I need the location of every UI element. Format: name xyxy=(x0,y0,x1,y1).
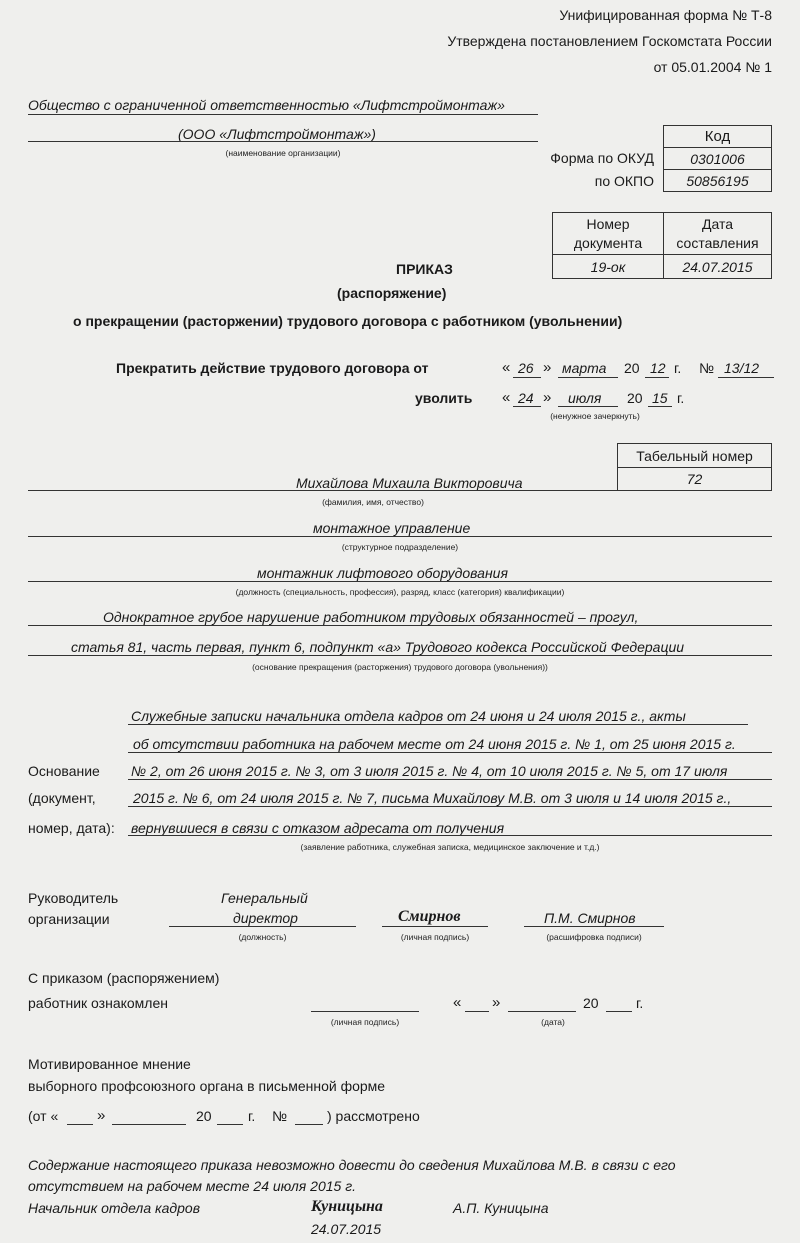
reason-line1-rule xyxy=(28,625,772,626)
head-position-1: Генеральный xyxy=(221,890,308,906)
note-signature: Куницына xyxy=(311,1198,383,1215)
acquainted-year-unit: г. xyxy=(636,995,644,1011)
note-position: Начальник отдела кадров xyxy=(28,1200,201,1216)
position-caption: (должность (специальность, профессия), разряд, класс (категория) квалификации) xyxy=(235,587,565,597)
doc-number-header-line1: Номер xyxy=(586,215,630,232)
dismiss-year-suffix: 15 xyxy=(652,390,668,406)
head-position-2: директор xyxy=(233,910,298,926)
department-line xyxy=(28,536,772,537)
union-reviewed: ) рассмотрено xyxy=(327,1108,420,1124)
contract-year-unit: г. xyxy=(674,360,682,376)
codes-header: Код xyxy=(663,125,772,148)
basis-line1: Служебные записки начальника отдела кадров от 24 июня и 24 июля 2015 г., акты xyxy=(131,708,686,724)
doc-date-header-line1: Дата xyxy=(701,215,733,232)
dismiss-month-line xyxy=(558,406,618,407)
basis-line4-rule xyxy=(128,806,772,807)
dismiss-day-line xyxy=(513,406,541,407)
dismiss-day: 24 xyxy=(518,390,534,406)
acquainted-signature-caption: (личная подпись) xyxy=(330,1017,400,1027)
acquainted-label-1: С приказом (распоряжением) xyxy=(28,970,220,986)
title-prikaz: ПРИКАЗ xyxy=(396,261,453,277)
reason-caption: (основание прекращения (расторжения) трудового договора (увольнения)) xyxy=(252,662,548,672)
head-label-1: Руководитель xyxy=(28,890,119,906)
employee-name-line xyxy=(28,490,618,491)
basis-line3: № 2, от 26 июня 2015 г. № 3, от 3 июля 2015 г. № 4, от 10 июля 2015 г. № 5, от 17 июля xyxy=(131,763,728,779)
tab-number-value: 72 xyxy=(617,467,772,491)
reason-line2: статья 81, часть первая, пункт 6, подпункт «а» Трудового кодекса Российской Федерации xyxy=(71,639,685,655)
contract-number-line xyxy=(718,377,774,378)
reason-line2-rule xyxy=(28,655,772,656)
approved-text: Утверждена постановлением Госкомстата России xyxy=(447,33,772,49)
contract-month-line xyxy=(558,377,618,378)
union-year-line xyxy=(217,1124,243,1125)
acquainted-open-quote: « xyxy=(453,994,462,1011)
dismiss-year-line xyxy=(648,406,672,407)
contract-close-quote: » xyxy=(543,359,552,376)
basis-line1-rule xyxy=(128,724,748,725)
employee-name-caption: (фамилия, имя, отчество) xyxy=(322,497,424,507)
approved-date: от 05.01.2004 № 1 xyxy=(653,59,772,75)
contract-label: Прекратить действие трудового договора от xyxy=(116,360,429,376)
doc-number-header-line2: документа xyxy=(573,234,643,251)
acquainted-close-quote: » xyxy=(492,994,501,1011)
position-line xyxy=(28,581,772,582)
title-subject: о прекращении (расторжении) трудового договора с работником (увольнении) xyxy=(73,313,623,329)
head-position-caption: (должность) xyxy=(238,932,287,942)
org-short-name-line xyxy=(28,141,538,142)
head-signature-caption: (личная подпись) xyxy=(400,932,470,942)
union-from: (от « xyxy=(28,1108,59,1124)
union-day-line xyxy=(67,1124,93,1125)
basis-line3-rule xyxy=(128,779,772,780)
doc-date-value: 24.07.2015 xyxy=(663,254,772,279)
head-label-2: организации xyxy=(28,911,110,927)
basis-line2: об отсутствии работника на рабочем месте от 24 июня 2015 г. № 1, от 25 июня 2015 г. xyxy=(133,736,736,752)
contract-num-sign: № xyxy=(699,360,715,376)
employee-name: Михайлова Михаила Викторовича xyxy=(296,475,523,491)
dismiss-month: июля xyxy=(568,390,602,406)
head-name-line xyxy=(524,926,664,927)
acquainted-year-prefix: 20 xyxy=(583,995,599,1011)
acquainted-day-line xyxy=(465,1011,489,1012)
employee-department: монтажное управление xyxy=(313,520,471,536)
basis-line4: 2015 г. № 6, от 24 июля 2015 г. № 7, письма Михайлову М.В. от 3 июля и 14 июля 2015 г., xyxy=(133,790,732,806)
head-name-caption: (расшифровка подписи) xyxy=(546,932,642,942)
contract-day-line xyxy=(513,377,541,378)
contract-year-prefix: 20 xyxy=(624,360,640,376)
dismiss-year-unit: г. xyxy=(677,390,685,406)
head-name: П.М. Смирнов xyxy=(544,910,636,926)
acquainted-month-line xyxy=(508,1011,576,1012)
org-short-name: (ООО «Лифтстроймонтаж») xyxy=(178,126,376,142)
contract-year-line xyxy=(645,377,669,378)
union-month-line xyxy=(112,1124,186,1125)
note-line2: отсутствием на рабочем месте 24 июля 2015 г. xyxy=(28,1178,356,1194)
doc-number-header xyxy=(552,212,664,255)
department-caption: (структурное подразделение) xyxy=(341,542,459,552)
dismiss-caption: (ненужное зачеркнуть) xyxy=(550,411,640,421)
org-full-name: Общество с ограниченной ответственностью «Лифтстроймонтаж» xyxy=(28,97,505,113)
contract-day: 26 xyxy=(518,360,534,376)
dismiss-label: уволить xyxy=(415,390,473,406)
union-number-line xyxy=(295,1124,323,1125)
note-date: 24.07.2015 xyxy=(311,1221,382,1237)
union-close-quote: » xyxy=(97,1107,106,1124)
acquainted-date-caption: (дата) xyxy=(541,1017,565,1027)
basis-line5: вернувшиеся в связи с отказом адресата от получения xyxy=(131,820,505,836)
basis-label-1: Основание xyxy=(28,763,100,779)
title-rasporyazhenie: (распоряжение) xyxy=(337,285,447,301)
union-year-unit: г. xyxy=(248,1108,256,1124)
basis-label-2: (документ, xyxy=(28,790,96,806)
employee-position: монтажник лифтового оборудования xyxy=(257,565,508,581)
head-signature: Смирнов xyxy=(398,908,461,925)
contract-open-quote: « xyxy=(502,359,511,376)
dismiss-year-prefix: 20 xyxy=(627,390,643,406)
basis-label-3: номер, дата): xyxy=(28,820,115,836)
basis-caption: (заявление работника, служебная записка, медицинское заключение и т.д.) xyxy=(300,842,600,852)
doc-date-header xyxy=(663,212,772,255)
okpo-value: 50856195 xyxy=(663,169,772,192)
dismiss-open-quote: « xyxy=(502,389,511,406)
form-name: Унифицированная форма № Т-8 xyxy=(559,7,772,23)
org-caption: (наименование организации) xyxy=(225,148,341,158)
doc-number-value: 19-ок xyxy=(552,254,664,279)
acquainted-year-line xyxy=(606,1011,632,1012)
union-year-prefix: 20 xyxy=(196,1108,212,1124)
acquainted-label-2: работник ознакомлен xyxy=(28,995,168,1011)
tab-number-header: Табельный номер xyxy=(617,443,772,468)
head-signature-line xyxy=(382,926,488,927)
note-name: А.П. Куницына xyxy=(453,1200,549,1216)
org-full-name-line xyxy=(28,114,538,115)
acquainted-signature-line xyxy=(311,1011,419,1012)
note-line1: Содержание настоящего приказа невозможно довести до сведения Михайлова М.В. в связи с его xyxy=(28,1157,676,1173)
contract-year-suffix: 12 xyxy=(650,360,666,376)
dismiss-close-quote: » xyxy=(543,389,552,406)
basis-line5-rule xyxy=(128,835,772,836)
contract-number: 13/12 xyxy=(724,360,760,376)
contract-month: марта xyxy=(562,360,607,376)
head-position-line xyxy=(169,926,356,927)
okud-label: Форма по ОКУД xyxy=(550,150,654,166)
okud-value: 0301006 xyxy=(663,147,772,170)
doc-date-header-line2: составления xyxy=(676,234,759,251)
union-label-2: выборного профсоюзного органа в письменной форме xyxy=(28,1078,386,1094)
okpo-label: по ОКПО xyxy=(594,173,654,189)
reason-line1: Однократное грубое нарушение работником трудовых обязанностей – прогул, xyxy=(103,609,639,625)
basis-line2-rule xyxy=(128,752,772,753)
union-label-1: Мотивированное мнение xyxy=(28,1056,191,1072)
union-num-sign: № xyxy=(272,1108,288,1124)
